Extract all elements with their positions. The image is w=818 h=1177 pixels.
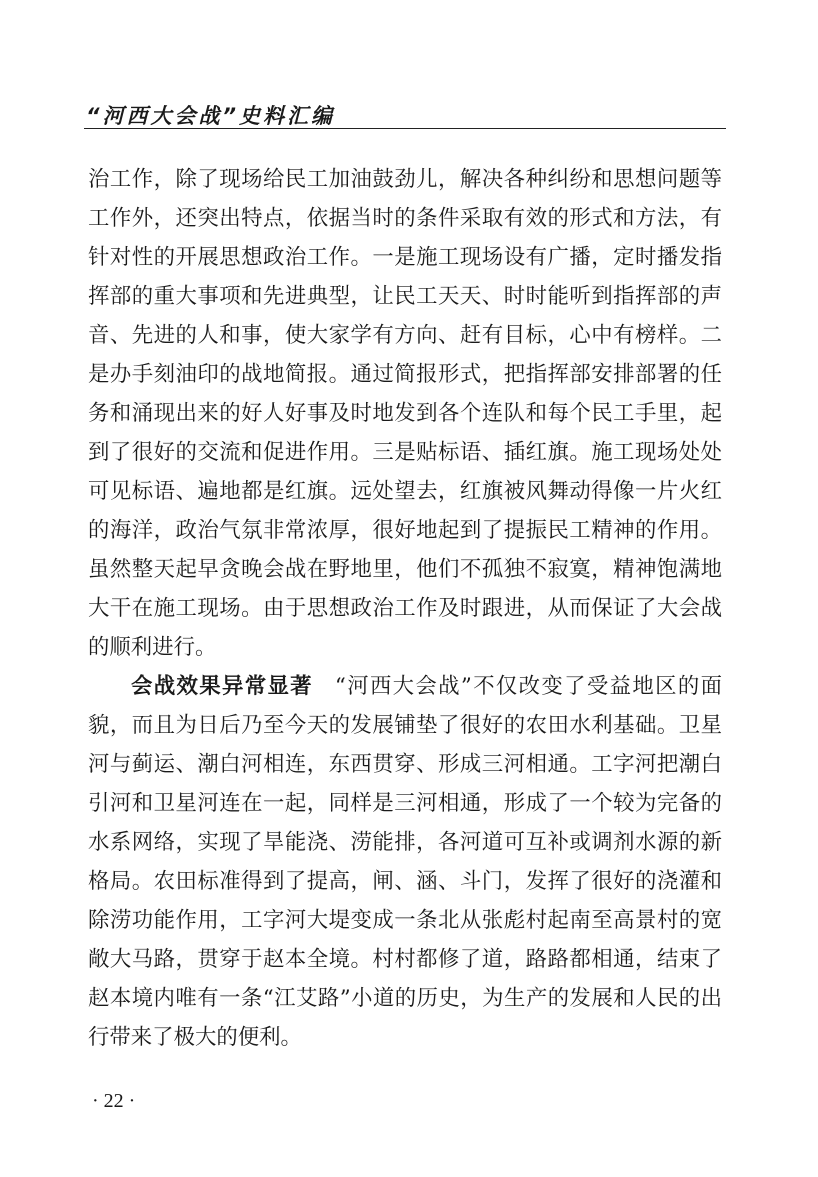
body-text bbox=[88, 160, 722, 1057]
paragraph-2-heading: 会战效果异常显著 bbox=[131, 674, 313, 699]
paragraph-1: 治工作，除了现场给民工加油鼓劲儿，解决各种纠纷和思想问题等工作外，还突出特点，依据当时的条件采取有效的形式和方法，有针对性的开展思想政治工作。一是施工现场设有广播，定时播发指挥部的重大事项和先进典型，让民工天天、时时能听到指挥部的声音、先进的人和事，使大家学有方向、赶有目标，心中有榜样。二是办手刻油印的战地简报。通过简报形式，把指挥部安排部署的任务和涌现出来的好人好事及时地发到各个连队和每个民工手里，起到了很好的交流和促进作用。三是贴标语、插红旗。施工现场处处可见标语、遍地都是红旗。远处望去，红旗被风舞动得像一片火红的海洋，政治气氛非常浓厚，很好地起到了提振民工精神的作用。虽然整天起早贪晚会战在野地里，他们不孤独不寂寞，精神饱满地大干在施工现场。由于思想政治工作及时跟进，从而保证了大会战的顺利进行。 bbox=[88, 167, 722, 660]
page-number: · 22 · bbox=[92, 1090, 136, 1112]
running-header-title: “河西大会战”史料汇编 bbox=[86, 104, 336, 128]
paragraph-2-text: “河西大会战”不仅改变了受益地区的面貌，而且为日后乃至今天的发展铺垫了很好的农田水利基础。卫星河与蓟运、潮白河相连，东西贯穿、形成三河相通。工字河把潮白引河和卫星河连在一起，同样是三河相通，形成了一个较为完备的水系网络，实现了旱能浇、涝能排，各河道可互补或调剂水源的新格局。农田标准得到了提高，闸、涵、斗门，发挥了很好的浇灌和除涝功能作用，工字河大堤变成一条北从张彪村起南至高景村的宽敞大马路，贯穿于赵本全境。村村都修了道，路路都相通，结束了赵本境内唯有一条“江艾路”小道的历史，为生产的发展和人民的出行带来了极大的便利。 bbox=[88, 674, 722, 1050]
header-rule bbox=[84, 128, 726, 129]
paragraph-2 bbox=[88, 667, 722, 1057]
